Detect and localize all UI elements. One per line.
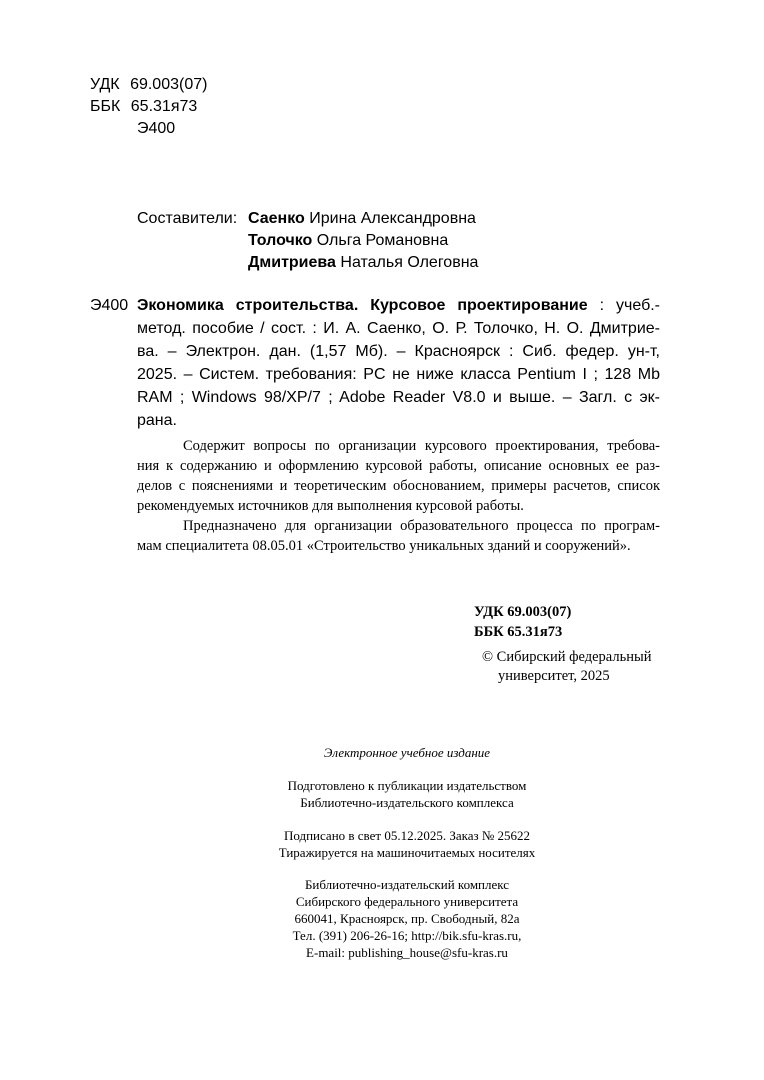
bbk-value: 65.31я73 bbox=[130, 98, 198, 115]
bib-line-6: рана. bbox=[137, 412, 177, 429]
compiler-1 bbox=[248, 210, 476, 228]
book-title: Экономика строительства. Курсовое проектирование bbox=[137, 297, 588, 314]
address-line: Сибирского федерального университета bbox=[295, 894, 519, 909]
address-line: Тел. (391) 206-26-16; http://bik.sfu-kras.ru, bbox=[292, 928, 522, 943]
abstract-p1-line: Содержит вопросы по организации курсового проектирования, требова- bbox=[183, 438, 660, 454]
bbk-bold: ББК 65.31я73 bbox=[474, 624, 563, 640]
edition-type: Электронное учебное издание bbox=[323, 745, 491, 760]
compiler-2-names: Ольга Романовна bbox=[316, 232, 449, 249]
abstract-p1-line: рекомендуемых источников для выполнения курсовой работы. bbox=[137, 498, 524, 514]
bib-line-3: ва. – Электрон. дан. (1,57 Мб). – Красноярск : Сиб. федер. ун-т, bbox=[137, 343, 660, 360]
address-line: E-mail: publishing_house@sfu-kras.ru bbox=[306, 945, 508, 960]
copyright-line-1: © Сибирский федеральный bbox=[482, 649, 652, 665]
author-sign: Э400 bbox=[137, 120, 176, 137]
compiler-2-surname: Толочко bbox=[248, 232, 313, 249]
udk-bold: УДК 69.003(07) bbox=[474, 604, 572, 620]
udk-line bbox=[90, 76, 207, 94]
bibliographic-sign: Э400 bbox=[90, 297, 129, 314]
copies-line: Тиражируется на машиночитаемых носителях bbox=[278, 845, 536, 860]
compiler-1-names: Ирина Александровна bbox=[309, 210, 476, 227]
abstract-p2-line: Предназначено для организации образовательного процесса по програм- bbox=[183, 518, 660, 534]
bib-line-4: 2025. – Систем. требования: PC не ниже класса Pentium I ; 128 Mb bbox=[137, 366, 660, 383]
udk-label: УДК bbox=[90, 76, 120, 93]
compiler-3-names: Наталья Олеговна bbox=[340, 254, 479, 271]
bib-line-2: метод. пособие / сост. : И. А. Саенко, О. Р. Толочко, Н. О. Дмитрие- bbox=[137, 320, 660, 337]
bbk-line bbox=[90, 98, 197, 116]
copyright-line-2: университет, 2025 bbox=[498, 668, 610, 684]
udk-value: 69.003(07) bbox=[130, 76, 208, 93]
address-line: Библиотечно-издательский комплекс bbox=[304, 877, 510, 892]
prepared-line-1: Подготовлено к публикации издательством bbox=[287, 778, 527, 793]
abstract-p1-line: делов с пояснениями и теоретическим обоснованием, примеры расчетов, список bbox=[137, 478, 660, 494]
address-line: 660041, Красноярск, пр. Свободный, 82а bbox=[294, 911, 520, 926]
bib-line-1 bbox=[137, 297, 660, 317]
compiler-3 bbox=[248, 254, 478, 272]
bbk-label: ББК bbox=[90, 98, 121, 115]
bib-line-5: RAM ; Windows 98/XP/7 ; Adobe Reader V8.0 и выше. – Загл. с эк- bbox=[137, 389, 660, 406]
compilers-label: Составители: bbox=[137, 210, 238, 227]
compiler-1-surname: Саенко bbox=[248, 210, 305, 227]
signed-line: Подписано в свет 05.12.2025. Заказ № 25622 bbox=[283, 828, 531, 843]
abstract-p2-line: мам специалитета 08.05.01 «Строительство уникальных зданий и сооружений». bbox=[137, 538, 631, 554]
prepared-line-2: Библиотечно-издательского комплекса bbox=[300, 795, 514, 810]
compiler-3-surname: Дмитриева bbox=[248, 254, 336, 271]
compiler-2 bbox=[248, 232, 448, 250]
bib-line-1-rest: : учеб.- bbox=[599, 297, 661, 314]
abstract-p1-line: ния к содержанию и оформлению курсовой работы, описание основных ее раз- bbox=[137, 458, 660, 474]
